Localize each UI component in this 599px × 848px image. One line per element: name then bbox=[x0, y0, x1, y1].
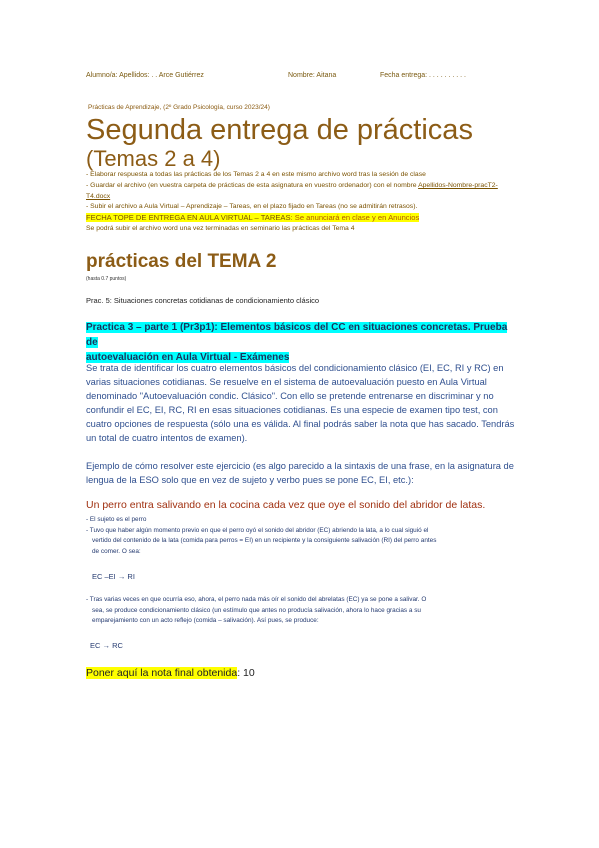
example-notes bbox=[86, 515, 520, 557]
instruction-2 bbox=[86, 182, 498, 189]
paragraph-1-line: varias situaciones cotidianas. Se resuelve en el sistema de autoevaluación puesto en Aula Virtual bbox=[86, 377, 487, 387]
practice3-title-line1: Practica 3 – parte 1 (Pr3p1): Elementos básicos del CC en situaciones concretas. Prueba de bbox=[86, 322, 508, 348]
page-subtitle: (Temas 2 a 4) bbox=[86, 146, 221, 171]
filename-link: Apellidos-Nombre-pracT2- bbox=[418, 182, 498, 189]
practice3-title-line2: autoevaluación en Aula Virtual - Exámenes bbox=[86, 352, 290, 363]
paragraph-1-line: denominado "Autoevaluación condic. Clásico". Con ello se pretende entrenarse en discriminar y no bbox=[86, 391, 494, 401]
deadline-label: FECHA TOPE DE ENTREGA EN AULA VIRTUAL – TAREAS bbox=[86, 213, 291, 222]
paragraph-1-line: cuatro opciones de respuesta (sólo una es válida. Al final podrás saber la nota que has sacado. Tendrás bbox=[86, 419, 515, 429]
paragraph-1-line: un total de cuatro intentos de examen). bbox=[86, 433, 248, 443]
note-line: sea, se produce condicionamiento clásico (un estímulo que antes no producía salivación, ahora lo hace gracias a su bbox=[92, 606, 421, 614]
paragraph-2 bbox=[86, 459, 520, 487]
instruction-1: - Elaborar respuesta a todas las prácticas de los Temas 2 a 4 en este mismo archivo word tras la sesión de clase bbox=[86, 171, 426, 178]
note-line: de comer. O sea: bbox=[92, 547, 141, 555]
section-title: prácticas del TEMA 2 bbox=[86, 251, 277, 272]
student-surname: Alumno/a: Apellidos: . . Arce Gutiérrez bbox=[86, 72, 204, 79]
paragraph-1 bbox=[86, 361, 520, 445]
final-grade-label: Poner aquí la nota final obtenida bbox=[86, 667, 238, 679]
practice3-title bbox=[86, 320, 520, 365]
note-line: - Tuvo que haber algún momento previo en que el perro oyó el sonido del abridor (EC) abriendo la lata, a lo cual siguió el bbox=[86, 526, 429, 534]
note-line: vertido del contenido de la lata (comida para perros = EI) en un recipiente y la consiguiente salivación (RI) del perro antes bbox=[92, 537, 437, 544]
deadline bbox=[86, 213, 419, 222]
prac5-title: Prac. 5: Situaciones concretas cotidianas de condicionamiento clásico bbox=[86, 296, 320, 305]
instruction-4: - Subir el archivo a Aula Virtual – Aprendizaje – Tareas, en el plazo fijado en Tareas (no se admitirán retrasos). bbox=[86, 203, 418, 210]
formula-2: EC → RC bbox=[90, 641, 123, 650]
note-line: - El sujeto es el perro bbox=[86, 516, 147, 523]
example-sentence: Un perro entra salivando en la cocina cada vez que oye el sonido del abridor de latas. bbox=[86, 499, 486, 511]
deadline-value: : Se anunciará en clase y en Anuncios bbox=[290, 213, 420, 222]
note-line: - Tras varias veces en que ocurría eso, ahora, el perro nada más oír el sonido del abrelatas (EC) ya se pone a salivar. O bbox=[86, 596, 427, 603]
section-points: (hasta 0.7 puntos) bbox=[86, 276, 127, 282]
course-line: Prácticas de Aprendizaje, (2º Grado Psicología, curso 2023/24) bbox=[88, 104, 270, 111]
instruction-6: Se podrá subir el archivo word una vez terminadas en seminario las prácticas del Tema 4 bbox=[86, 225, 355, 232]
example-notes-2 bbox=[86, 595, 520, 627]
paragraph-1-line: confundir el EC, EI, RC, RI en esas situaciones cotidianas. Es una especie de examen tipo test, con bbox=[86, 405, 498, 415]
note-line: emparejamiento con un acto reflejo (comida – salivación). Así pues, se produce: bbox=[92, 617, 319, 624]
paragraph-2-line: Ejemplo de cómo resolver este ejercicio (es algo parecido a la sintaxis de una frase, en la asignatura de bbox=[86, 461, 514, 471]
final-grade bbox=[86, 667, 255, 679]
instruction-2-text: - Guardar el archivo (en vuestra carpeta de prácticas de esta asignatura en vuestro ordenador) con el nombre bbox=[86, 182, 419, 189]
formula-1: EC –EI → RI bbox=[92, 572, 135, 581]
final-grade-value[interactable]: 10 bbox=[243, 667, 255, 679]
paragraph-1-line: Se trata de identificar los cuatro elementos básicos del condicionamiento clásico (EI, EC, RI y RC) en bbox=[86, 363, 504, 373]
page-title: Segunda entrega de prácticas bbox=[86, 114, 473, 146]
delivery-date: Fecha entrega: . . . . . . . . . . bbox=[380, 72, 466, 79]
filename-link-ext: T4.docx bbox=[86, 193, 111, 200]
instruction-3 bbox=[86, 193, 110, 200]
paragraph-2-line: lengua de la ESO solo que en vez de sujeto y verbo pues se pone EC, EI, etc.): bbox=[86, 475, 414, 485]
student-name: Nombre: Aitana bbox=[288, 72, 337, 79]
final-grade-sep: : bbox=[237, 667, 244, 679]
